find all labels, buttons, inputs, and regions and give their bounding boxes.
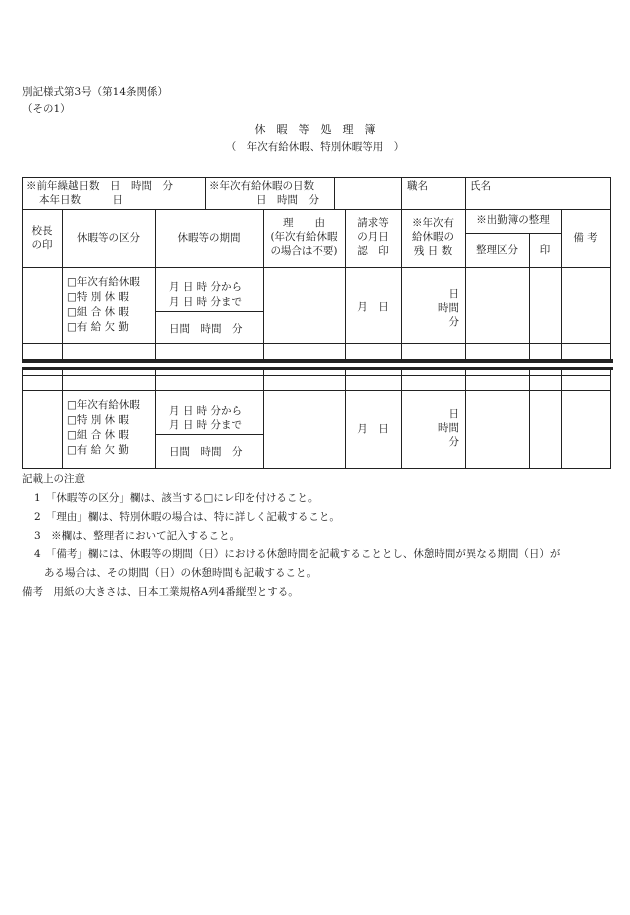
leave-category-header: 休暇等の区分 [77,232,140,244]
duration: 日間 時間 分 [169,446,243,458]
page-subtitle: （ 年次有給休暇、特別休暇等用 ） [225,141,405,153]
notes-heading: 記載上の注意 [22,473,85,485]
leave-category-options [67,398,140,458]
note-item: 2 「理由」欄は、特別休暇の場合は、特に詳しく記載すること。 [34,511,340,523]
period-from: 月 日 時 分から [169,405,243,417]
name-label: 氏名 [470,180,491,192]
remaining-days-header: ※年次有 給休暇の 残 日 数 [412,217,454,257]
annual-leave-days-label: ※年次有給休暇の日数 [209,180,314,192]
note-item: ある場合は、その期間（日）の休憩時間も記載すること。 [44,567,317,579]
option-special-leave[interactable]: □特 別 休 暇 [67,414,129,426]
note-item: 1 「休暇等の区分」欄は、該当する□にレ印を付けること。 [34,492,319,504]
remaining-values: 日 時間 分 [438,408,459,448]
option-union-leave[interactable]: □組 合 休 暇 [67,306,129,318]
option-special-leave[interactable]: □特 別 休 暇 [67,291,129,303]
attendance-category-header: 整理区分 [476,244,518,256]
carryover-days-label: ※前年繰越日数 日 時間 分 [26,180,173,192]
note-item: 4 「備考」欄には、休暇等の期間（日）における休憩時間を記載することとし、休憩時間が異なる期間（日）が [34,548,561,560]
period-to: 月 日 時 分まで [169,296,243,308]
remaining-values: 日 時間 分 [438,288,459,328]
request-date: 月 日 [357,301,389,313]
period-to: 月 日 時 分まで [169,419,243,431]
option-paid-absence[interactable]: □有 給 欠 勤 [67,444,129,456]
leave-period-header: 休暇等の期間 [177,232,241,244]
form-number: 別記様式第3号（第14条関係） [22,86,169,98]
current-year-days-label: 本年日数 日 [39,194,123,206]
reason-header: 理 由 (年次有給休暇 の場合は不要) [270,217,338,257]
duration: 日間 時間 分 [169,323,243,335]
option-union-leave[interactable]: □組 合 休 暇 [67,429,129,441]
request-date: 月 日 [357,423,389,435]
period-from: 月 日 時 分から [169,281,243,293]
principal-seal-header: 校長 の印 [31,225,53,251]
remarks-note-text: 用紙の大きさは、日本工業規格A列4番縦型とする。 [53,586,299,598]
remarks-note-label: 備考 [22,586,43,598]
leave-category-options [67,275,140,335]
remarks-note [22,587,299,598]
option-annual-leave[interactable]: □年次有給休暇 [67,399,140,411]
annual-leave-time-label: 日 時間 分 [256,194,319,206]
option-annual-leave[interactable]: □年次有給休暇 [67,276,140,288]
attendance-seal-header: 印 [539,244,551,256]
request-date-header: 請求等 の月日 認 印 [357,217,389,257]
option-paid-absence[interactable]: □有 給 欠 勤 [67,321,129,333]
note-item: 3 ※欄は、整理者において記入すること。 [34,530,241,542]
remarks-header: 備 考 [573,232,598,244]
attendance-header: ※出勤簿の整理 [476,214,550,226]
position-label: 職名 [407,180,428,192]
page-title: 休 暇 等 処 理 簿 [254,123,376,136]
sub-number: （その1） [22,103,71,115]
